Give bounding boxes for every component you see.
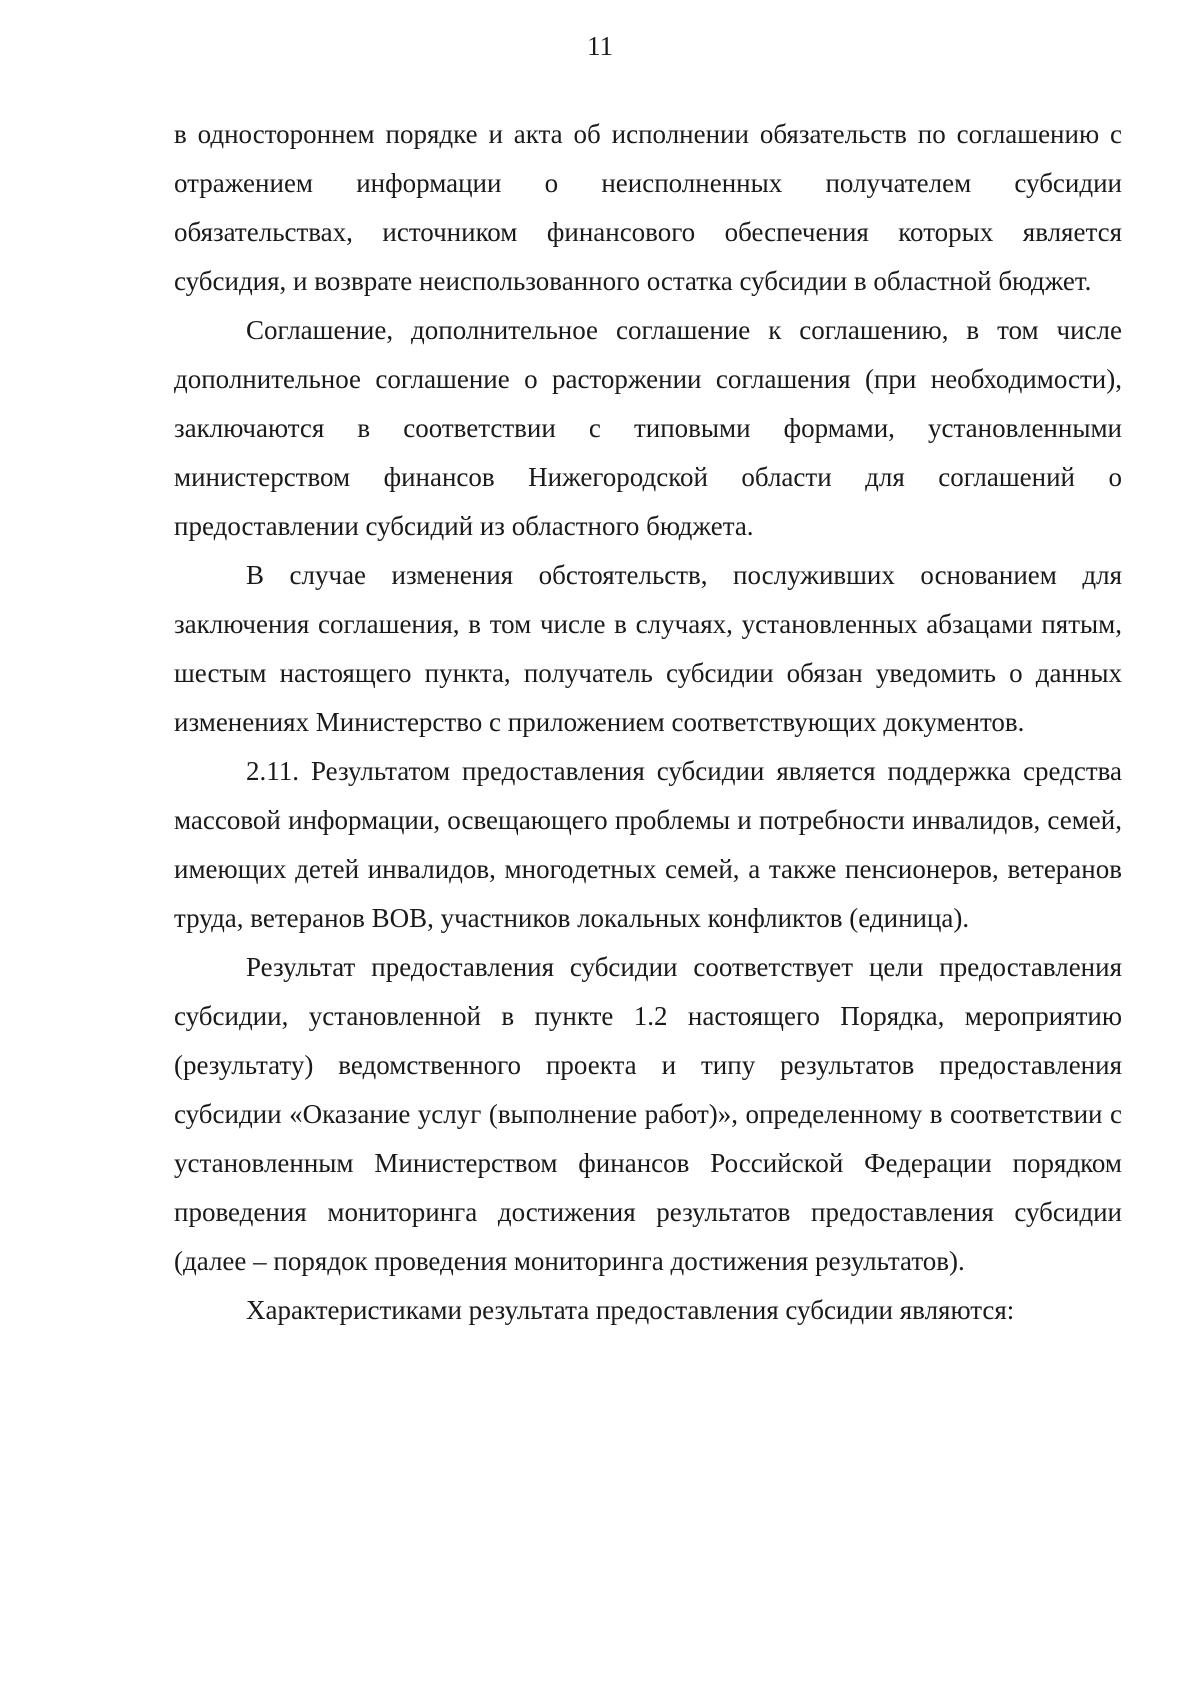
- paragraph-result-characteristics: Характеристиками результата предоставления субсидии являются:: [246, 1295, 1015, 1325]
- page-number: 11: [587, 31, 613, 61]
- paragraph-agreement: Соглашение, дополнительное соглашение к соглашению, в том числе дополнительное соглашение о расторжении соглашения (при необходимости), заключаются в соответствии с типовыми формами, установленными министерством финансов Нижегородской области для соглашений о предоставлении субсидий из областного бюджета.: [174, 315, 1122, 541]
- paragraph-change-notice: В случае изменения обстоятельств, послуживших основанием для заключения соглашения, в том числе в случаях, установленных абзацами пятым, шестым настоящего пункта, получатель субсидии обязан уведомить о данных изменениях Министерство с приложением соответствующих документов.: [174, 560, 1122, 737]
- paragraph-continuation: в одностороннем порядке и акта об исполнении обязательств по соглашению с отражением информации о неисполненных получателем субсидии обязательствах, источником финансового обеспечения которых является субсидия, и возврате неиспользованного остатка субсидии в областной бюджет.: [174, 119, 1122, 296]
- paragraph-result-compliance: Результат предоставления субсидии соответствует цели предоставления субсидии, установленной в пункте 1.2 настоящего Порядка, мероприятию (результату) ведомственного проекта и типу результатов предоставления субсидии «Оказание услуг (выполнение работ)», определенному в соответствии с установленным Министерством финансов Российской Федерации порядком проведения мониторинга достижения результатов предоставления субсидии (далее – порядок проведения мониторинга достижения результатов).: [174, 952, 1122, 1276]
- paragraph-section-2-11: 2.11. Результатом предоставления субсидии является поддержка средства массовой информации, освещающего проблемы и потребности инвалидов, семей, имеющих детей инвалидов, многодетных семей, а также пенсионеров, ветеранов труда, ветеранов ВОВ, участников локальных конфликтов (единица).: [174, 756, 1122, 933]
- document-body: [174, 110, 1122, 1335]
